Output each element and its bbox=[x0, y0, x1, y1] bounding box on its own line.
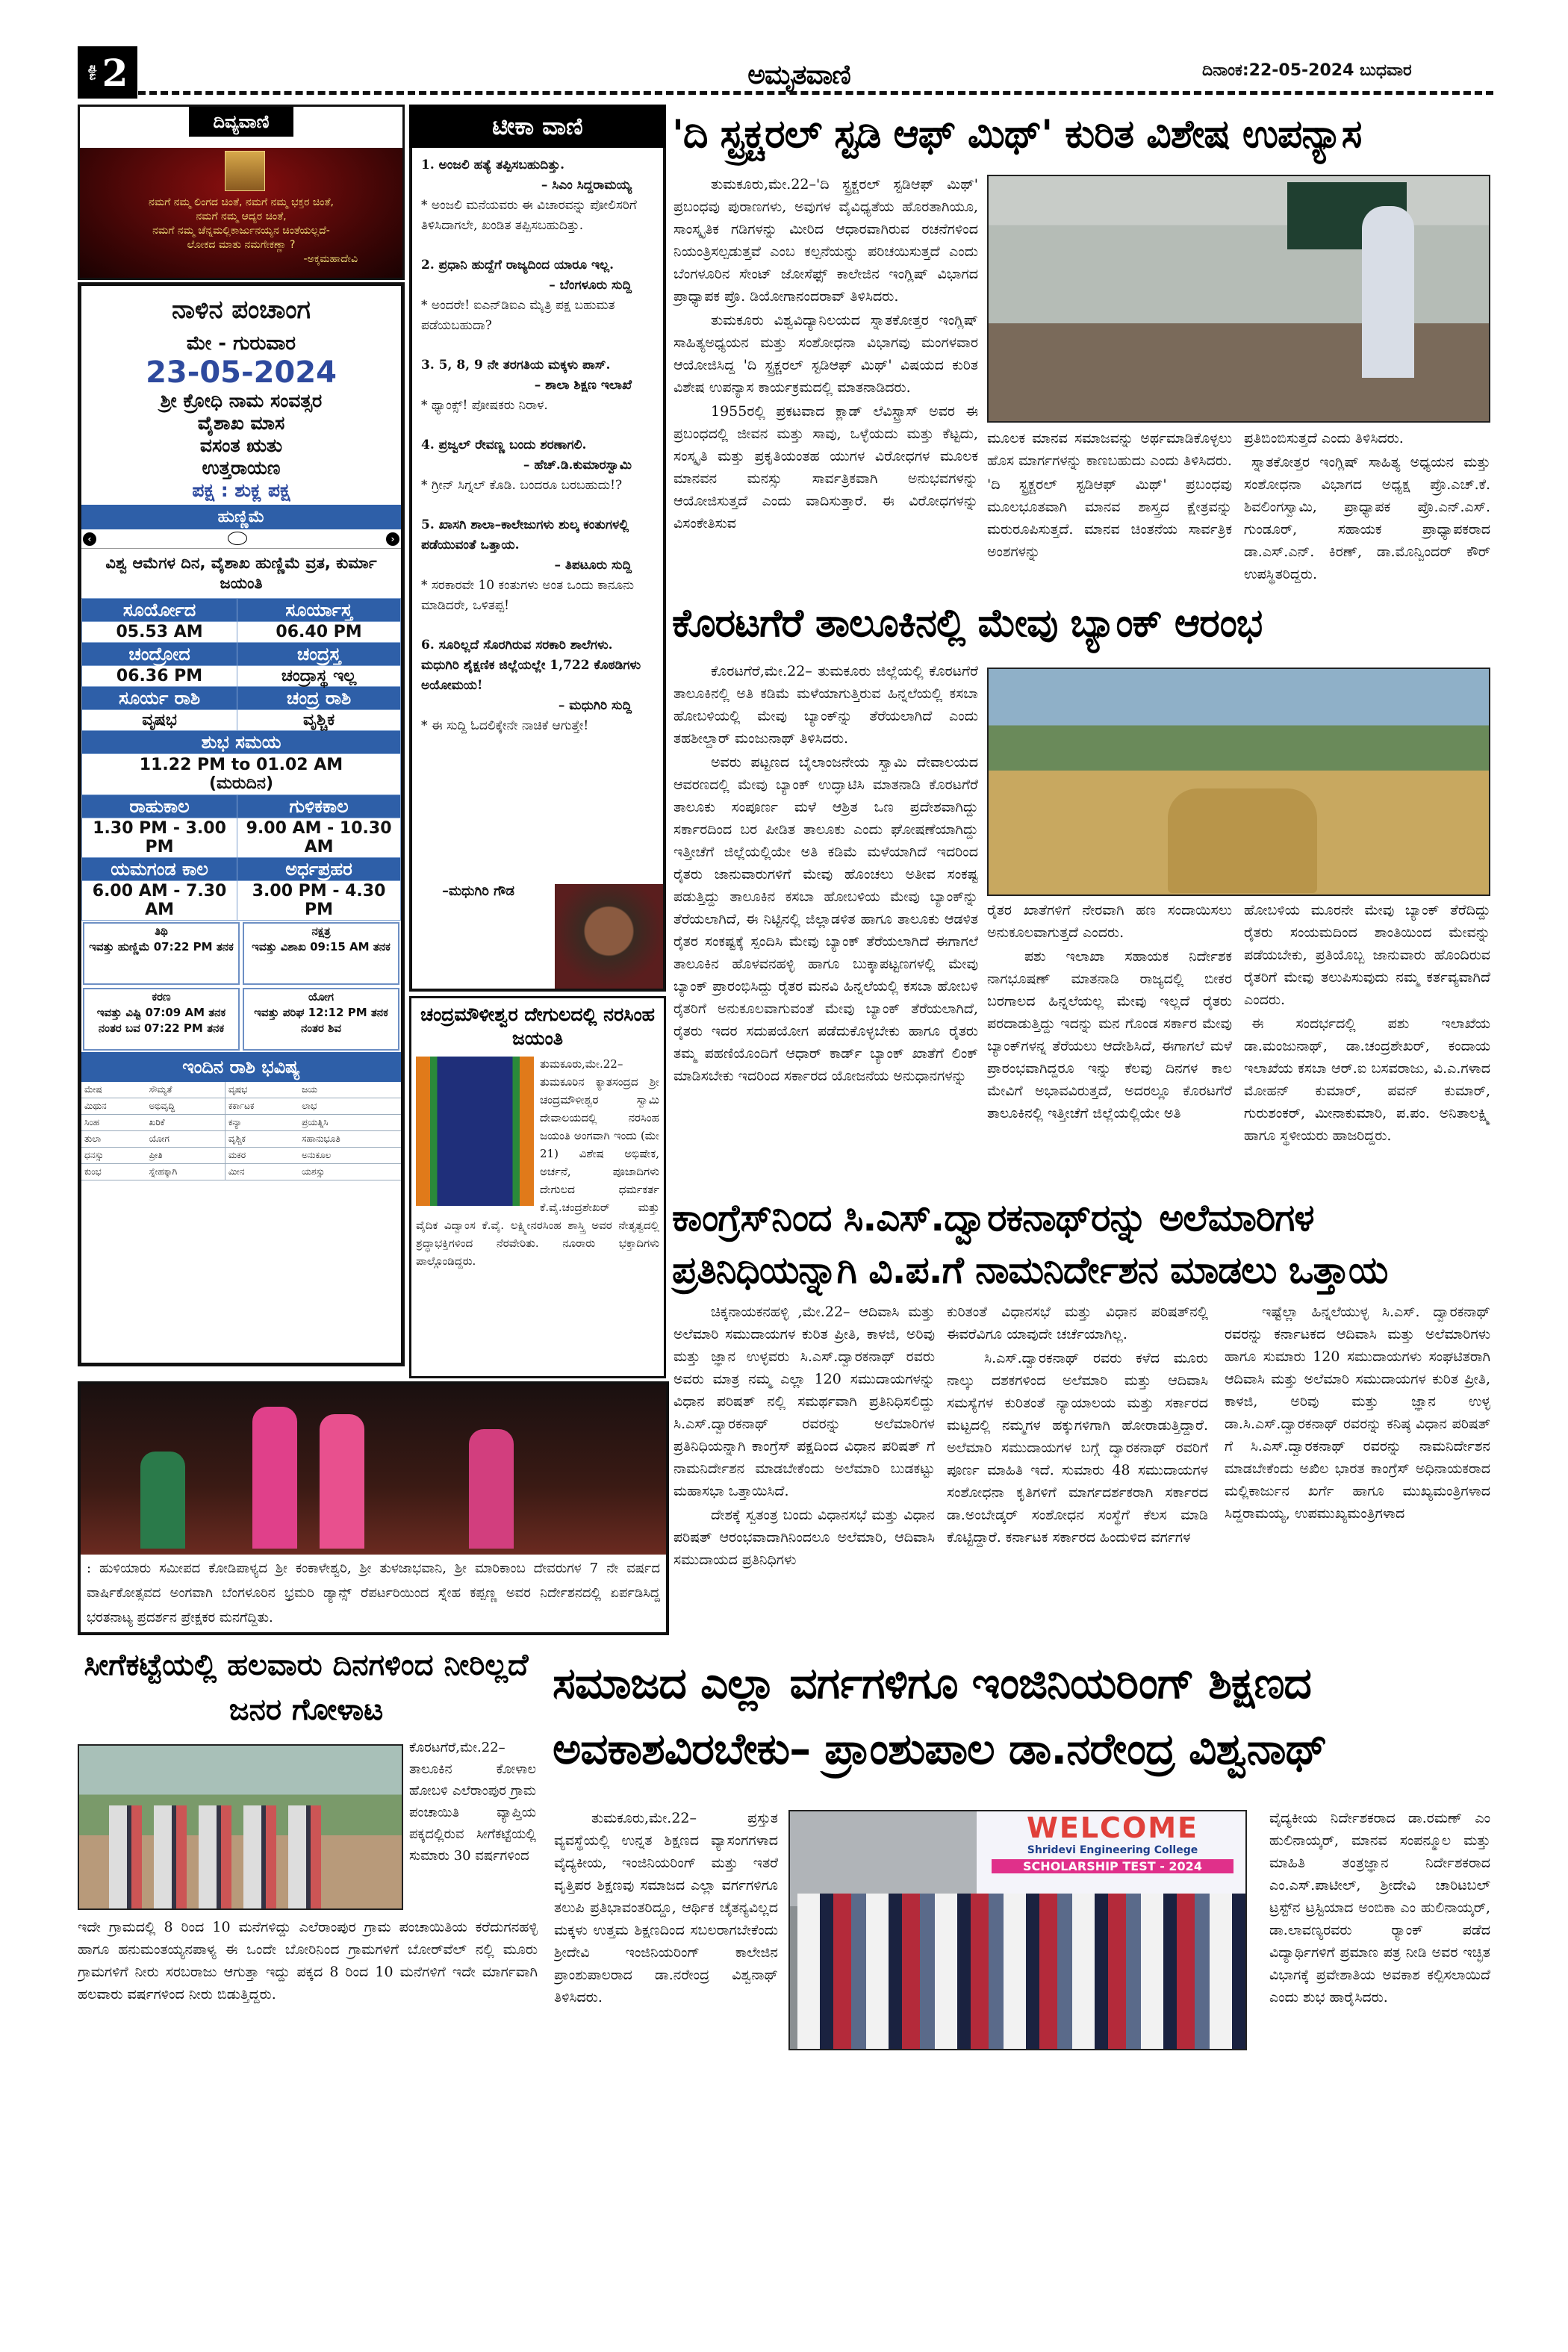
rashi-prediction: ಜಯ bbox=[299, 1082, 401, 1098]
tithi-cell bbox=[83, 922, 240, 985]
panchanga-box bbox=[78, 282, 405, 1366]
paragraph: ಅವರು ಪಟ್ಟಣದ ಬೈಲಾಂಜನೇಯ ಸ್ವಾಮಿ ದೇವಾಲಯದ ಆವರಣದಲ್ಲಿ ಮೇವು ಬ್ಯಾಂಕ್ ಉದ್ಘಾಟಿಸಿ ಮಾತನಾಡಿ ಕೊರಟಗೆರೆ ತಾಲೂಕು ಸಂಪೂರ್ಣ ಮಳೆ ಆಶ್ರಿತ ಒಣ ಪ್ರದೇಶವಾಗಿದ್ದು ಸರ್ಕಾರದಿಂದ ಬರ ಪೀಡಿತ ತಾಲೂಕು ಎಂದು ಘೋಷಣೆಯಾಗಿದ್ದು ಇತ್ತೀಚೆಗೆ ಜಿಲ್ಲೆಯಲ್ಲಿಯೇ ಅತಿ ಕಡಿಮೆ ಮಳೆಯಾಗಿದೆ ಇದರಿಂದ ರೈತರು ಜಾನುವಾರುಗಳಿಗೆ ಮೇವು ಹೊಂಚಲು ಅತೀವ ಸಂಕಷ್ಟ ಪಡುತ್ತಿದ್ದು ತಾಲೂಕಿನ ಕಸಬಾ ಹೋಬಳಿಯ ಮೇವು ಬ್ಯಾಂಕ್‌ನ್ನು ತೆರೆಯಲಾಗಿದೆ, ಈ ನಿಟ್ಟಿನಲ್ಲಿ ಜಿಲ್ಲಾಡಳಿತ ಹಾಗೂ ತಾಲೂಕು ಆಡಳಿತ ರೈತರ ಸಂಕಷ್ಟಕ್ಕೆ ಸ್ಪಂದಿಸಿ ಮೇವು ಬ್ಯಾಂಕ್ ತೆರೆಯಲಾಗಿದೆ ಈಗಾಗಲೆ ತಾಲೂಕಿನ ಹೊಳವನಹಳ್ಳಿ ಹಾಗೂ ಬುಕ್ಕಾಪಟ್ಟಣಗಳಲ್ಲಿ ಮೇವು ಬ್ಯಾಂಕ್ ಪ್ರಾರಂಭಿಸಿದ್ದು ರೈತರ ಮನವಿ ಹಿನ್ನಲೆಯಲ್ಲಿ ಕಸಬಾ ಹೋಬಳಿ ರೈತರಿಗೆ ಅನುಕೂಲವಾಗುವಂತೆ ಮೇವು ಬ್ಯಾಂಕ್ ತೆರೆಯಲಾಗಿದೆ, ರೈತರು ಇದರ ಸದುಪಯೋಗ ಪಡೆದುಕೊಳ್ಳಬೇಕು ಹಾಗೂ ರೈತರು ತಮ್ಮ ಪಹಣಿಯೊಂದಿಗೆ ಆಧಾರ್ ಕಾರ್ಡ್ ಬ್ಯಾಂಕ್ ಖಾತೆಗೆ ಲಿಂಕ್ ಮಾಡಿಸಬೇಕು ಇದರಿಂದ ಸರ್ಕಾರದ ಯೋಜನೆಯ ಅನುಧಾನಗಳನ್ನು bbox=[673, 754, 978, 1084]
issue-date: ದಿನಾಂಕ:22-05-2024 ಬುಧವಾರ bbox=[1202, 61, 1412, 80]
banner-welcome: WELCOME bbox=[1026, 1811, 1199, 1844]
paragraph: ಈ ಸಂದರ್ಭದಲ್ಲಿ ಪಶು ಇಲಾಖೆಯ ಡಾ.ಮಂಜುನಾಥ್, ಡಾ.ಚಂದ್ರಶೇಖರ್, ಕಂದಾಯ ಇಲಾಖೆಯ ಕಸಬಾ ಆರ್.ಐ ಬಸವರಾಜು, ವಿ.ಎ.ಗಳಾದ ಮೋಹನ್ ಕುಮಾರ್, ಪವನ್ ಕುಮಾರ್, ಗುರುಶಂಕರ್, ಮೀನಾಕುಮಾರಿ, ಪ.ಪಂ. ಅನಿತಾಲಕ್ಷ್ಮಿ ಹಾಗೂ ಸ್ಥಳೀಯರು ಹಾಜರಿದ್ದರು. bbox=[1244, 1015, 1490, 1144]
sunrise-time: 05.53 AM bbox=[82, 622, 237, 643]
lecture-photo bbox=[987, 175, 1490, 423]
yama-time: 6.00 AM - 7.30 AM bbox=[82, 881, 237, 921]
samvatsara: ಶ್ರೀ ಕ್ರೋಧಿ ನಾಮ ಸಂವತ್ಸರ bbox=[160, 390, 323, 411]
teeka-quote: 5. ಖಾಸಗಿ ಶಾಲಾ–ಕಾಲೇಜುಗಳು ಶುಲ್ಕ ಕಂತುಗಳಲ್ಲಿ ಪಡೆಯುವಂತೆ ಒತ್ತಾಯ. bbox=[421, 517, 629, 553]
rashi-prediction: ಯಶಸ್ಸು bbox=[299, 1164, 401, 1180]
hay-stack bbox=[1168, 788, 1317, 893]
teeka-author: –ಮಧುಗಿರಿ ಗೌಡ bbox=[442, 883, 514, 899]
paragraph: ತುಮಕೂರು,ಮೇ.22– ಪ್ರಸ್ತುತ ವ್ಯವಸ್ಥೆಯಲ್ಲಿ ಉನ್ನತ ಶಿಕ್ಷಣದ ವ್ಯಾಸಂಗಗಳಾದ ವೈದ್ಯಕೀಯ, ಇಂಜಿನಿಯರಿಂಗ್ ಮತ್ತು ಇತರೆ ವೃತ್ತಿಪರ ಶಿಕ್ಷಣವು ಸಮಾಜದ ಎಲ್ಲಾ ವರ್ಗಗಳಿಗೂ ತಲುಪಿ ಪ್ರತಿಭಾವಂತರಿದ್ದೂ, ಆರ್ಥಿಕ ಚೈತನ್ಯವಿಲ್ಲದ ಮಕ್ಕಳು ಉತ್ತಮ ಶಿಕ್ಷಣದಿಂದ ಸಬಲರಾಗಬೇಕೆಂದು ಶ್ರೀದೇವಿ ಇಂಜಿನಿಯರಿಂಗ್ ಕಾಲೇಜಿನ ಪ್ರಾಂಶುಪಾಲರಾದ ಡಾ.ನರೇಂದ್ರ ವಿಶ್ವನಾಥ್ ತಿಳಿಸಿದರು. bbox=[554, 1810, 778, 2006]
moon-phase-row bbox=[81, 529, 401, 549]
rashi-prediction: ಅಭಿವೃದ್ಧಿ bbox=[146, 1098, 225, 1115]
panchanga-day: ಮೇ - ಗುರುವಾರ bbox=[186, 332, 296, 355]
prev-arrow-icon[interactable]: ‹ bbox=[83, 532, 96, 546]
rashi-row bbox=[81, 1098, 401, 1115]
yoga-cell bbox=[243, 988, 399, 1051]
teeka-source: – ತಿಪಟೂರು ಸುದ್ದಿ bbox=[554, 558, 632, 573]
dance-photo bbox=[81, 1384, 666, 1555]
paragraph: ಕೊರಟಗೆರೆ,ಮೇ.22– ತುಮಕೂರು ಜಿಲ್ಲೆಯಲ್ಲಿ ಕೊರಟಗೆರೆ ತಾಲೂಕಿನಲ್ಲಿ ಅತಿ ಕಡಿಮೆ ಮಳೆಯಾಗುತ್ತಿರುವ ಹಿನ್ನಲೆಯಲ್ಲಿ ಕಸಬಾ ಹೋಬಳಿಯಲ್ಲಿ ಮೇವು ಬ್ಯಾಂಕ್‌ನ್ನು ತೆರೆಯಲಾಗಿದೆ ಎಂದು ತಹಶೀಲ್ದಾರ್ ಮಂಜುನಾಥ್ ತಿಳಿಸಿದರು. bbox=[673, 663, 978, 747]
fodder-bank-photo bbox=[987, 668, 1490, 896]
temple-article bbox=[409, 996, 666, 1378]
page-number-badge bbox=[78, 46, 137, 99]
dancer bbox=[252, 1407, 297, 1549]
panchanga-date: 23-05-2024 bbox=[146, 355, 337, 390]
teeka-item bbox=[421, 635, 654, 736]
teeka-vaani-box bbox=[409, 105, 666, 992]
dancer bbox=[320, 1414, 364, 1549]
temple-photo bbox=[416, 1057, 534, 1206]
karana-label: ಕರಣ bbox=[152, 990, 171, 1004]
paragraph: ಹೋಬಳಿಯ ಮೂರನೇ ಮೇವು ಬ್ಯಾಂಕ್ ತೆರೆದಿದ್ದು ರೈತರು ಸಂಯಮದಿಂದ ಶಾಂತಿಯಿಂದ ಮೇವನ್ನು ಪಡೆಯಬೇಕು, ಪ್ರತಿಯೊಬ್ಬ ಜಾನುವಾರು ಹೊಂದಿರುವ ರೈತರಿಗೆ ಮೇವು ತಲುಪಿಸುವುದು ನಮ್ಮ ಕರ್ತವ್ಯವಾಗಿದೆ ಎಂದರು. bbox=[1244, 902, 1490, 1008]
rashi-name: ವೃಷಭ bbox=[225, 1082, 299, 1098]
rashi-name: ಧನಸ್ಸು bbox=[81, 1148, 146, 1164]
rashi-name: ಕುಂಭ bbox=[81, 1164, 146, 1180]
gulika-label: ಗುಳಿಕಕಾಲ bbox=[237, 795, 401, 818]
newspaper-title: ಅಮೃತವಾಣಿ bbox=[747, 60, 850, 90]
dance-photo-box bbox=[78, 1381, 669, 1635]
teeka-list bbox=[412, 148, 663, 763]
divyavani-box bbox=[78, 105, 405, 280]
rutu: ವಸಂತ ಋತು bbox=[199, 435, 283, 456]
teeka-comment: * ಅಂಜಲಿ ಮನೆಯವರು ಈ ವಿಚಾರವನ್ನು ಪೋಲಿಸರಿಗೆ ತಿಳಿಸಿದಾಗಲೇ, ಖಂಡಿತ ತಪ್ಪಿಸಬಹುದಿತ್ತು. bbox=[421, 198, 637, 233]
paragraph: ವೈದ್ಯಕೀಯ ನಿರ್ದೇಶಕರಾದ ಡಾ.ರಮಣ್ ಎಂ ಹುಲಿನಾಯ್ಕರ್, ಮಾನವ ಸಂಪನ್ಮೂಲ ಮತ್ತು ಮಾಹಿತಿ ತಂತ್ರಜ್ಞಾನ ನಿರ್ದೇಶಕರಾದ ಎಂ.ಎಸ್.ಪಾಟೀಲ್, ಶ್ರೀದೇವಿ ಚಾರಿಟಬಲ್ ಟ್ರಸ್ಟ್‌ನ ಟ್ರಸ್ಟಿಯಾದ ಅಂಬಿಕಾ ಎಂ ಹುಲಿನಾಯ್ಕರ್, ಡಾ.ಲಾವಣ್ಯರವರು ರ್‍ಯಾಂಕ್ ಪಡೆದ ವಿದ್ಯಾರ್ಥಿಗಳಿಗೆ ಪ್ರಮಾಣ ಪತ್ರ ನೀಡಿ ಅವರ ಇಚ್ಛಿತ ವಿಭಾಗಕ್ಕೆ ಪ್ರವೇಶಾತಿಯ ಅವಕಾಶ ಕಲ್ಪಿಸಲಾಯಿದೆ ಎಂದು ಶುಭ ಹಾರೈಸಿದರು. bbox=[1269, 1810, 1490, 2006]
paragraph: 'ದಿ ಸ್ಟ್ರಕ್ಚರಲ್ ಸ್ಟಡಿಆಫ್ ಮಿಥ್' ಪ್ರಬಂಧವು ಮೂಲಭೂತವಾಗಿ ಮಾನವ ಶಾಸ್ತ್ರದ ಕ್ಷೇತ್ರವನ್ನು ಮರುರೂಪಿಸುತ್ತದೆ. ಮಾನವ ಚಿಂತನೆಯ ಸಾರ್ವತ್ರಿಕ ಅಂಶಗಳನ್ನು bbox=[987, 476, 1232, 560]
panchanga-title: ನಾಳಿನ ಪಂಚಾಂಗ bbox=[172, 295, 311, 325]
tithi-label: ತಿಥಿ bbox=[155, 924, 168, 938]
speaker bbox=[1362, 206, 1414, 378]
fodder-col-3 bbox=[1244, 899, 1490, 1187]
dance-caption: : ಹುಳಿಯಾರು ಸಮೀಪದ ಕೋಡಿಪಾಳ್ಯದ ಶ್ರೀ ಕಂಕಾಳೇಶ್ವರಿ, ಶ್ರೀ ತುಳಜಾಭವಾನಿ, ಶ್ರೀ ಮಾರಿಕಾಂಬ ದೇವರುಗಳ 7 ನೇ ವರ್ಷದ ವಾರ್ಷಿಕೋತ್ಸವದ ಅಂಗವಾಗಿ ಬೆಂಗಳೂರಿನ ಭ್ರಮರಿ ಡ್ಯಾನ್ಸ್ ರೆಪರ್ಟರಿಯಿಂದ ಸ್ನೇಹ ಕಪ್ಪಣ್ಣ ಅವರ ನಿರ್ದೇಶನದಲ್ಲಿ ಏರ್ಪಡಿಸಿದ್ದ ಭರತನಾಟ್ಯ ಪ್ರದರ್ಶನ ಪ್ರೇಕ್ಷಕರ ಮನಗೆದ್ದಿತು. bbox=[87, 1561, 660, 1625]
myth-col-3 bbox=[1244, 427, 1490, 587]
rashi-name: ವೃಶ್ಚಿಕ bbox=[225, 1131, 299, 1148]
festival-text: ವಿಶ್ವ ಆಮೆಗಳ ದಿನ, ವೈಶಾಖ ಹುಣ್ಣಿಮೆ ವ್ರತ, ಕುರ್ಮಾ ಜಯಂತಿ bbox=[105, 554, 377, 592]
rashi-prediction: ಯೋಗ bbox=[146, 1131, 225, 1148]
tithi-value: ಇವತ್ತು ಹುಣ್ಣಿಮೆ 07:22 PM ತನಕ bbox=[89, 940, 234, 953]
paragraph: ಪಶು ಇಲಾಖಾ ಸಹಾಯಕ ನಿರ್ದೇಶಕ ನಾಗಭೂಷಣ್ ಮಾತನಾಡಿ ರಾಜ್ಯದಲ್ಲಿ ಬೀಕರ ಬರಗಾಲದ ಹಿನ್ನಲೆಯಲ್ಲ ಮೇವು ಇಲ್ಲದೆ ರೈತರು ಪರದಾಡುತ್ತಿದ್ದು ಇದನ್ನು ಮನ ಗೊಂಡ ಸರ್ಕಾರ ಮೇವು ಬ್ಯಾಂಕ್‌ಗಳನ್ನ ತೆರೆಯಲು ಆದೇಶಿಸಿದೆ, ಈಗಾಗಲೆ ಮಳೆ ಪ್ರಾರಂಭವಾಗಿದ್ದರೂ ಇನ್ನು ಕೆಲವು ದಿನಗಳ ಕಾಲ ಮೇವಿಗೆ ಅಭಾವವಿರುತ್ತದೆ, ಅದರಲ್ಲೂ ಕೊರಟಗೆರೆ ತಾಲೂಕಿನಲ್ಲಿ ಇತ್ತೀಚೆಗೆ ಜಿಲ್ಲೆಯಲ್ಲಿಯೇ ಅತಿ bbox=[987, 948, 1232, 1121]
rahu-time: 1.30 PM - 3.00 PM bbox=[82, 818, 237, 858]
yoga-value: ಇವತ್ತು ಪರಿಘ 12:12 PM ತನಕ ನಂತರ ಶಿವ bbox=[254, 1006, 388, 1035]
rashi-title: ಇಂದಿನ ರಾಶಿ ಭವಿಷ್ಯ bbox=[81, 1052, 401, 1082]
paragraph: ಮೂಲಕ ಮಾನವ ಸಮಾಜವನ್ನು ಅರ್ಥಮಾಡಿಕೊಳ್ಳಲು ಹೊಸ ಮಾರ್ಗಗಳನ್ನು ಕಾಣಬಹುದು ಎಂದು ತಿಳಿಸಿದರು. bbox=[987, 430, 1232, 469]
myth-col-1 bbox=[673, 173, 978, 536]
paragraph: ಕುರಿತಂತೆ ವಿಧಾನಸಭೆ ಮತ್ತು ವಿಧಾನ ಪರಿಷತ್‌ನಲ್ಲಿ ಈವರೆವಿಗೂ ಯಾವುದೇ ಚರ್ಚೆಯಾಗಿಲ್ಲ. bbox=[947, 1304, 1208, 1343]
paragraph: ಇದೇ ಗ್ರಾಮದಲ್ಲಿ 8 ರಿಂದ 10 ಮನೆಗಳಿದ್ದು ಎಲೆರಾಂಪುರ ಗ್ರಾಮ ಪಂಚಾಯಿತಿಯ ಕರೆದುಗನಹಳ್ಳಿ ಹಾಗೂ ಹನುಮಂತಯ್ಯನಪಾಳ್ಯ ಈ ಒಂದೇ ಬೋರಿನಿಂದ ಗ್ರಾಮಗಳಿಗೆ ಬೋರ್‌ವೆಲ್ ನಲ್ಲಿ ಮೂರು ಗ್ರಾಮಗಳಿಗೆ ನೀರು ಸರಬರಾಜು ಆಗುತ್ತಾ ಇದ್ದು ಪಕ್ಕದ 8 ರಿಂದ 10 ಮನೆಗಳಿಗೆ ಇದೇ ಮಾರ್ಗವಾಗಿ ಹಲವಾರು ವರ್ಷಗಳಿಂದ ನೀರು ಬಿಡುತ್ತಿದ್ದರು. bbox=[78, 1919, 538, 2003]
teeka-comment: * ಈ ಸುದ್ದಿ ಓದಲಿಕ್ಕೇನೇ ನಾಚಿಕೆ ಆಗುತ್ತೇ! bbox=[421, 718, 589, 733]
page-label: ಪುಟ bbox=[87, 64, 99, 81]
saint-portrait bbox=[225, 151, 265, 191]
shubha-time: 11.22 PM to 01.02 AM (ಮರುದಿನ) bbox=[82, 754, 401, 795]
nakshatra-value: ಇವತ್ತು ವಿಶಾಖ 09:15 AM ತನಕ bbox=[252, 940, 391, 953]
rashi-name: ತುಲಾ bbox=[81, 1131, 146, 1148]
water-lead: ಕೊರಟಗೆರೆ,ಮೇ.22– ತಾಲೂಕಿನ ಕೋಳಾಲ ಹೋಬಳಿ ಎಲೆರಾಂಪುರ ಗ್ರಾಮ ಪಂಚಾಯಿತಿ ವ್ಯಾಪ್ತಿಯ ಪಕ್ಕದಲ್ಲಿರುವ ಸೀಗೆಕಟ್ಟೆಯಲ್ಲಿ ಸುಮಾರು 30 ವರ್ಷಗಳಿಂದ bbox=[409, 1740, 536, 1864]
rashi-row bbox=[81, 1164, 401, 1180]
congress-col-3 bbox=[1225, 1301, 1490, 1637]
rashi-name: ಮೀನ bbox=[225, 1164, 299, 1180]
group-of-people bbox=[797, 1894, 1245, 2050]
rashi-name: ಮೇಷ bbox=[81, 1082, 146, 1098]
gulika-time: 9.00 AM - 10.30 AM bbox=[237, 818, 401, 858]
rashi-name: ಕರ್ಕಾಟಕ bbox=[225, 1098, 299, 1115]
congress-col-2 bbox=[947, 1301, 1208, 1637]
teeka-title: ಟೀಕಾ ವಾಣಿ bbox=[409, 105, 666, 148]
scholarship-event-photo bbox=[788, 1810, 1247, 2050]
rashi-name: ಸಿಂಹ bbox=[81, 1115, 146, 1131]
rashi-name: ಮಿಥುನ bbox=[81, 1098, 146, 1115]
karana-cell bbox=[83, 988, 240, 1051]
paragraph: ಸಿ.ಎಸ್.ದ್ವಾರಕನಾಥ್ ರವರು ಕಳೆದ ಮೂರು ನಾಲ್ಕು ದಶಕಗಳಿಂದ ಅಲೆಮಾರಿ ಮತ್ತು ಆದಿವಾಸಿ ಸಮಸ್ಯೆಗಳ ಕುರಿತಂತೆ ನ್ಯಾಯಾಲಯ ಮತ್ತು ಸರ್ಕಾರದ ಮಟ್ಟದಲ್ಲಿ ನಮ್ಮಗಳ ಹಕ್ಕುಗಳಿಗಾಗಿ ಹೋರಾಡುತ್ತಿದ್ದಾರೆ. ಅಲೆಮಾರಿ ಸಮುದಾಯಗಳ ಬಗ್ಗೆ ದ್ವಾರಕನಾಥ್ ರವರಿಗೆ ಪೂರ್ಣ ಮಾಹಿತಿ ಇದೆ. ಸುಮಾರು 48 ಸಮುದಾಯಗಳ ಸಂಶೋಧನಾ ಕೃತಿಗಳಿಗೆ ಮಾರ್ಗದರ್ಶಕರಾಗಿ ಸರ್ಕಾರದ ಡಾ.ಅಂಬೇಡ್ಕರ್ ಸಂಶೋಧನ ಸಂಸ್ಥೆಗೆ ಕೆಲಸ ಮಾಡಿ ಕೊಟ್ಟಿದ್ದಾರೆ. ಕರ್ನಾಟಕ ಸರ್ಕಾರದ ಹಿಂದುಳಿದ ವರ್ಗಗಳ bbox=[947, 1350, 1208, 1546]
tithi-grid bbox=[81, 921, 401, 1052]
quote-line: ನಮಗೆ ನಮ್ಮ ಚೆನ್ನಮಲ್ಲಿಕಾರ್ಜುನಯ್ಯನ ಚಿಂತೆಯಲ್ಲದೆ- bbox=[152, 225, 330, 237]
paragraph: ಪ್ರತಿಬಿಂಬಿಸುತ್ತದೆ ಎಂದು ತಿಳಿಸಿದರು. bbox=[1244, 430, 1404, 447]
rashi-row bbox=[81, 1131, 401, 1148]
sunset-time: 06.40 PM bbox=[237, 622, 401, 643]
teeka-item bbox=[421, 355, 654, 416]
paragraph: ದೇಶಕ್ಕೆ ಸ್ವತಂತ್ರ ಬಂದು ವಿಧಾನಸಭೆ ಮತ್ತು ವಿಧಾನ ಪರಿಷತ್ ಆರಂಭವಾದಾಗಿನಿಂದಲೂ ಅಲೆಮಾರಿ, ಆದಿವಾಸಿ ಸಮುದಾಯದ ಪ್ರತಿನಿಧಿಗಳು bbox=[673, 1507, 935, 1568]
teeka-source: – ಮಧುಗಿರಿ ಸುದ್ದಿ bbox=[558, 698, 632, 713]
divyavani-quote-image bbox=[80, 148, 402, 278]
yama-label: ಯಮಗಂಡ ಕಾಲ bbox=[82, 858, 237, 881]
rashi-prediction: ಸ್ನೇಹಕ್ಕಾಗಿ bbox=[146, 1164, 225, 1180]
teeka-source: – ಬೆಂಗಳೂರು ಸುದ್ದಿ bbox=[549, 278, 632, 293]
paragraph: ಇಷ್ಟೆಲ್ಲಾ ಹಿನ್ನಲೆಯುಳ್ಳ ಸಿ.ಎಸ್. ದ್ವಾರಕನಾಥ್ ರವರನ್ನು ಕರ್ನಾಟಕದ ಆದಿವಾಸಿ ಮತ್ತು ಅಲೆಮಾರಿಗಳು ಹಾಗೂ ಸುಮಾರು 120 ಸಮುದಾಯಗಳು ಸಂಘಟಿತರಾಗಿ ಆದಿವಾಸಿ ಮತ್ತು ಅಲೆಮಾರಿ ಸಮುದಾಯಗಳ ಕುರಿತ ಪ್ರೀತಿ, ಕಾಳಜಿ, ಅರಿವು ಮತ್ತು ಜ್ಞಾನ ಉಳ್ಳ ಡಾ.ಸಿ.ಎಸ್.ದ್ವಾರಕನಾಥ್ ರವರನ್ನು ಕನಿಷ್ಠ ವಿಧಾನ ಪರಿಷತ್ ಗೆ ಸಿ.ಎಸ್.ದ್ವಾರಕನಾಥ್ ರವರನ್ನು ನಾಮನಿರ್ದೇಶನ ಮಾಡಬೇಕೆಂದು ಅಖಿಲ ಭಾರತ ಕಾಂಗ್ರೆಸ್ ಅಧಿನಾಯಕರಾದ ಮಲ್ಲಿಕಾರ್ಜುನ ಖರ್ಗೆ ಹಾಗೂ ಮುಖ್ಯಮಂತ್ರಿಗಳಾದ ಸಿದ್ದರಾಮಯ್ಯ, ಉಪಮುಖ್ಯಮಂತ್ರಿಗಳಾದ bbox=[1225, 1304, 1490, 1522]
rashi-prediction: ಸಹಾನುಭೂತಿ bbox=[299, 1131, 401, 1148]
teeka-comment: * ಥ್ಯಾಂಕ್ಸ್! ಪೋಷಕರು ನಿರಾಳ. bbox=[421, 398, 548, 413]
surya-rashi-label: ಸೂರ್ಯ ರಾಶಿ bbox=[82, 687, 237, 710]
quote-author: -ಅಕ್ಕಮಹಾದೇವಿ bbox=[303, 253, 358, 265]
moonrise-label: ಚಂದ್ರೋದ bbox=[82, 643, 237, 666]
paragraph: ತುಮಕೂರು ವಿಶ್ವವಿದ್ಯಾನಿಲಯದ ಸ್ನಾತಕೋತ್ತರ ಇಂಗ್ಲಿಷ್ ಸಾಹಿತ್ಯಅಧ್ಯಯನ ಮತ್ತು ಸಂಶೋಧನಾ ವಿಭಾಗವು ಮಂಗಳವಾರ ಆಯೋಜಿಸಿದ್ದ 'ದಿ ಸ್ಟ್ರಕ್ಚರಲ್ ಸ್ಟಡಿಆಫ್ ಮಿಥ್' ವಿಷಯದ ಕುರಿತ ವಿಶೇಷ ಉಪನ್ಯಾಸ ಕಾರ್ಯಕ್ರಮದಲ್ಲಿ ಮಾತನಾಡಿದರು. bbox=[673, 312, 978, 396]
moonset-label: ಚಂದ್ರಸ್ತ bbox=[237, 643, 401, 666]
page-number: 2 bbox=[102, 50, 128, 95]
paragraph: ಸ್ನಾತಕೋತ್ತರ ಇಂಗ್ಲಿಷ್ ಸಾಹಿತ್ಯ ಅಧ್ಯಯನ ಮತ್ತು ಸಂಶೋಧನಾ ವಿಭಾಗದ ಅಧ್ಯಕ್ಷ ಪ್ರೊ.ಎಚ್.ಕೆ. ಶಿವಲಿಂಗಸ್ವಾಮಿ, ಪ್ರಾಧ್ಯಾಪಕ ಪ್ರೊ.ಎನ್.ಎಸ್. ಗುಂಡೂರ್, ಸಹಾಯಕ ಪ್ರಾಧ್ಯಾಪಕರಾದ ಡಾ.ಎಸ್.ಎನ್. ಕಿರಣ್, ಡಾ.ಮೊನ್ವಿಂದರ್ ಕೌರ್ ಉಪಸ್ಥಿತರಿದ್ದರು. bbox=[1244, 454, 1490, 582]
sunset-label: ಸೂರ್ಯಾಸ್ತ bbox=[237, 599, 401, 622]
temple-body: ತುಮಕೂರು,ಮೇ.22– ತುಮಕೂರಿನ ಕ್ಯಾತಸಂದ್ರದ ಶ್ರೀ ಚಂದ್ರಮೌಳೀಶ್ವರ ಸ್ವಾಮಿ ದೇವಾಲಯದಲ್ಲಿ ನರಸಿಂಹ ಜಯಂತಿ ಅಂಗವಾಗಿ ಇಂದು (ಮೇ 21) ವಿಶೇಷ ಅಭಿಷೇಕ, ಅರ್ಚನೆ, ಪೂಜಾದಿಗಳು ದೇಗುಲದ ಧರ್ಮಕರ್ತ ಕೆ.ವೈ.ಚಂದ್ರಶೇಖರ್ ಮತ್ತು ವೈದಿಕ ವಿದ್ವಾಂಸ ಕೆ.ವೈ. ಲಕ್ಷ್ಮೀನರಸಿಂಹ ಶಾಸ್ತ್ರಿ ಅವರ ನೇತೃತ್ವದಲ್ಲಿ ಶ್ರದ್ಧಾಭಕ್ತಿಗಳಿಂದ ನೆರವೇರಿತು. ನೂರಾರು ಭಕ್ತಾದಿಗಳು ಪಾಲ್ಗೊಂಡಿದ್ದರು. bbox=[416, 1057, 659, 1268]
temple-headline: ಚಂದ್ರಮೌಳೀಶ್ವರ ದೇಗುಲದಲ್ಲಿ ನರಸಿಂಹ ಜಯಂತಿ bbox=[420, 1004, 655, 1049]
teeka-item bbox=[421, 155, 654, 236]
banner-college: Shridevi Engineering College bbox=[1027, 1844, 1198, 1856]
rashi-row bbox=[81, 1115, 401, 1131]
ayana: ಉತ್ತರಾಯಣ bbox=[202, 457, 281, 479]
quote-line: ನಮಗೆ ನಮ್ಮ ಲಿಂಗದ ಚಿಂತೆ, ನಮಗೆ ನಮ್ಮ ಭಕ್ತರ ಚಿಂತೆ, bbox=[149, 196, 334, 208]
chandra-rashi-label: ಚಂದ್ರ ರಾಶಿ bbox=[237, 687, 401, 710]
fodder-headline: ಕೊರಟಗೆರೆ ತಾಲೂಕಿನಲ್ಲಿ ಮೇವು ಬ್ಯಾಂಕ್ ಆರಂಭ bbox=[672, 601, 1263, 646]
paragraph: ಚಿಕ್ಕನಾಯಕನಹಳ್ಳಿ ,ಮೇ.22– ಆದಿವಾಸಿ ಮತ್ತು ಅಲೆಮಾರಿ ಸಮುದಾಯಗಳ ಕುರಿತ ಪ್ರೀತಿ, ಕಾಳಜಿ, ಅರಿವು ಮತ್ತು ಜ್ಞಾನ ಉಳ್ಳವರು ಸಿ.ಎಸ್.ದ್ವಾರಕನಾಥ್ ರವರು ಅವರು ಮಾತ್ರ ನಮ್ಮ ಎಲ್ಲಾ 120 ಸಮುದಾಯಗಳನ್ನು ವಿಧಾನ ಪರಿಷತ್ ನಲ್ಲಿ ಸಮರ್ಥವಾಗಿ ಪ್ರತಿನಿಧಿಸಲಿದ್ದು ಸಿ.ಎಸ್.ದ್ವಾರಕನಾಥ್ ರವರನ್ನು ಅಲೆಮಾರಿಗಳ ಪ್ರತಿನಿಧಿಯನ್ನಾಗಿ ಕಾಂಗ್ರೆಸ್ ಪಕ್ಷದಿಂದ ವಿಧಾನ ಪರಿಷತ್ ಗೆ ನಾಮನಿರ್ದೇಶನ ಮಾಡಬೇಕೆಂದು ಅಲೆಮಾರಿ ಬುಡಕಟ್ಟು ಮಹಾಸಭಾ ಒತ್ತಾಯಿಸಿದೆ. bbox=[673, 1304, 935, 1499]
rashi-prediction: ಸೌಮ್ಯತೆ bbox=[146, 1082, 225, 1098]
village-photo bbox=[78, 1744, 403, 1910]
banner-test: SCHOLARSHIP TEST - 2024 bbox=[992, 1859, 1233, 1873]
rashi-prediction: ಅನುಕೂಲ bbox=[299, 1148, 401, 1164]
surya-rashi: ವೃಷಭ bbox=[82, 710, 237, 731]
rashi-table bbox=[81, 1082, 401, 1180]
moonrise-time: 06.36 PM bbox=[82, 666, 237, 687]
event-banner bbox=[977, 1811, 1247, 1901]
next-arrow-icon[interactable]: › bbox=[386, 532, 399, 546]
author-photo bbox=[555, 884, 663, 989]
teeka-quote: 2. ಪ್ರಧಾನಿ ಹುದ್ದೆಗೆ ರಾಜ್ಯದಿಂದ ಯಾರೂ ಇಲ್ಲ. bbox=[421, 258, 615, 273]
teeka-item bbox=[421, 435, 654, 496]
rashi-row bbox=[81, 1082, 401, 1098]
ardha-time: 3.00 PM - 4.30 PM bbox=[237, 881, 401, 921]
quote-line: ನಮಗೆ ನಮ್ಮ ಆದ್ಯರ ಚಿಂತೆ, bbox=[196, 211, 287, 223]
rashi-prediction: ಪ್ರೀತಿ bbox=[146, 1148, 225, 1164]
teeka-comment: * ಸರಕಾರವೇ 10 ಕಂತುಗಳು ಅಂತ ಒಂದು ಕಾನೂನು ಮಾಡಿದರೇ, ಒಳಿತಪ್ಪ! bbox=[421, 578, 635, 613]
yoga-label: ಯೋಗ bbox=[308, 990, 335, 1004]
quote-line: ಲೋಕದ ಮಾತು ನಮಗೇಕಣ್ಣಾ ? bbox=[187, 239, 296, 251]
nakshatra-cell bbox=[243, 922, 399, 985]
rashi-prediction: ಲಾಭ bbox=[299, 1098, 401, 1115]
teeka-quote: 3. 5, 8, 9 ನೇ ತರಗತಿಯ ಮಕ್ಕಳು ಪಾಸ್. bbox=[421, 358, 611, 373]
engg-col-1 bbox=[554, 1807, 778, 2300]
paragraph: ತುಮಕೂರು,ಮೇ.22–'ದಿ ಸ್ಟ್ರಕ್ಚರಲ್ ಸ್ಟಡಿಆಫ್ ಮಿಥ್' ಪ್ರಬಂಧವು ಪುರಾಣಗಳು, ಅವುಗಳ ವೈವಿಧ್ಯತೆಯ ಹೊರತಾಗಿಯೂ, ಸಾಂಸ್ಕೃತಿಕ ಗಡಿಗಳನ್ನು ಮೀರಿದ ಆಧಾರವಾಗಿರುವ ರಚನೆಗಳಿಂದ ನಿಯಂತ್ರಿಸಲ್ಪಡುತ್ತವೆ ಎಂಬ ಕಲ್ಪನೆಯನ್ನು ಪರಿಚಯಿಸುತ್ತದೆ ಎಂದು ಬೆಂಗಳೂರಿನ ಸೇಂಟ್ ಜೋಸೆಫ್ಸ್ ಕಾಲೇಜಿನ ಇಂಗ್ಲಿಷ್ ವಿಭಾಗದ ಪ್ರಾಧ್ಯಾಪಕ ಪ್ರೊ. ಡಿಯೋಗಾನಂದರಾವ್ ತಿಳಿಸಿದರು. bbox=[673, 176, 978, 305]
myth-headline: 'ದಿ ಸ್ಟ್ರಕ್ಚರಲ್ ಸ್ಟಡಿ ಆಫ್ ಮಿಥ್' ಕುರಿತ ವಿಶೇಷ ಉಪನ್ಯಾಸ bbox=[672, 112, 1362, 157]
dancer bbox=[140, 1452, 185, 1549]
nakshatra-label: ನಕ್ಷತ್ರ bbox=[311, 924, 331, 938]
congress-col-1 bbox=[673, 1301, 935, 1637]
teeka-comment: * ಗ್ರೀನ್ ಸಿಗ್ನಲ್ ಕೊಡಿ. ಬಂದರೂ ಬರಬಹುದು!? bbox=[421, 478, 623, 493]
teeka-item bbox=[421, 255, 654, 336]
teeka-source: – ಶಾಲಾ ಶಿಕ್ಷಣ ಇಲಾಖೆ bbox=[534, 378, 632, 393]
water-headline: ಸೀಗೆಕಟ್ಟೆಯಲ್ಲಿ ಹಲವಾರು ದಿನಗಳಿಂದ ನೀರಿಲ್ಲದೆ ಜನರ ಗೋಳಾಟ bbox=[84, 1648, 529, 1727]
water-body bbox=[78, 1916, 538, 2304]
rashi-name: ಮಕರ bbox=[225, 1148, 299, 1164]
tithi-banner: ಹುಣ್ಣಿಮೆ bbox=[81, 505, 401, 529]
chandra-rashi: ವೃಶ್ಚಿಕ bbox=[237, 710, 401, 731]
divyavani-title: ದಿವ್ಯವಾಣಿ bbox=[189, 107, 293, 137]
villagers bbox=[109, 1805, 333, 1910]
teeka-quote: 1. ಅಂಜಲಿ ಹತ್ಯೆ ತಪ್ಪಿಸಬಹುದಿತ್ತು. bbox=[421, 158, 565, 172]
congress-headline: ಕಾಂಗ್ರೆಸ್‌ನಿಂದ ಸಿ.ಎಸ್.ದ್ವಾರಕನಾಥ್‌ರನ್ನು ಅಲೆಮಾರಿಗಳ ಪ್ರತಿನಿಧಿಯನ್ನಾಗಿ ವಿ.ಪ.ಗೆ ನಾಮನಿರ್ದೇಶನ ಮಾಡಲು ಒತ್ತಾಯ bbox=[672, 1196, 1388, 1292]
header-divider bbox=[138, 91, 1493, 95]
myth-col-2 bbox=[987, 427, 1232, 564]
fodder-col-2 bbox=[987, 899, 1232, 1187]
rashi-name: ಕನ್ಯಾ bbox=[225, 1115, 299, 1131]
ardha-label: ಅರ್ಧಪ್ರಹರ bbox=[237, 858, 401, 881]
rashi-prediction: ಪ್ರಯತ್ನಿಸಿ bbox=[299, 1115, 401, 1131]
shubha-label: ಶುಭ ಸಮಯ bbox=[82, 731, 401, 754]
paksha: ಪಕ್ಷ : ಶುಕ್ಲ ಪಕ್ಷ bbox=[192, 479, 290, 501]
teeka-item bbox=[421, 515, 654, 616]
teeka-quote: 4. ಪ್ರಜ್ವಲ್ ರೇವಣ್ಣ ಬಂದು ಶರಣಾಗಲಿ. bbox=[421, 438, 587, 452]
moonset-time: ಚಂದ್ರಾಸ್ಥ ಇಲ್ಲ bbox=[237, 666, 401, 687]
engg-headline: ಸಮಾಜದ ಎಲ್ಲಾ ವರ್ಗಗಳಿಗೂ ಇಂಜಿನಿಯರಿಂಗ್ ಶಿಕ್ಷಣದ ಅವಕಾಶವಿರಬೇಕು– ಪ್ರಾಂಶುಪಾಲ ಡಾ.ನರೇಂದ್ರ ವಿಶ್ವನಾಥ್ bbox=[553, 1658, 1327, 1774]
karana-value: ಇವತ್ತು ವಿಷ್ಟಿ 07:09 AM ತನಕ ನಂತರ ಬವ 07:22 PM ತನಕ bbox=[96, 1006, 226, 1035]
teeka-comment: * ಅಂದರೇ! ಐಎನ್‌ಡಿಐಎ ಮೈತ್ರಿ ಪಕ್ಷ ಬಹುಮತ ಪಡೆಯಬಹುದಾ? bbox=[421, 298, 615, 333]
rashi-prediction: ಖರಿಕೆ bbox=[146, 1115, 225, 1131]
teeka-source: – ಸಿಎಂ ಸಿದ್ದರಾಮಯ್ಯ bbox=[541, 178, 632, 193]
rashi-row bbox=[81, 1148, 401, 1164]
teeka-quote: 6. ಸೂರಿಲ್ಲದೆ ಸೊರಗಿರುವ ಸರಕಾರಿ ಶಾಲೆಗಳು. ಮಧುಗಿರಿ ಶೈಕ್ಷಣಿಕ ಜಿಲ್ಲೆಯಲ್ಲೇ 1,722 ಕೊಠಡಿಗಳು ಅಯೋಮಯ! bbox=[421, 638, 641, 693]
rahu-label: ರಾಹುಕಾಲ bbox=[82, 795, 237, 818]
masa: ವೈಶಾಖ ಮಾಸ bbox=[197, 412, 285, 434]
full-moon-icon bbox=[228, 532, 247, 545]
sunrise-label: ಸೂರ್ಯೋದ bbox=[82, 599, 237, 622]
paragraph: 1955ರಲ್ಲಿ ಪ್ರಕಟವಾದ ಕ್ಲಾಡ್ ಲೆವಿಸ್ಟ್ರಾಸ್ ಅವರ ಈ ಪ್ರಬಂಧದಲ್ಲಿ ಜೀವನ ಮತ್ತು ಸಾವು, ಒಳ್ಳೆಯದು ಮತ್ತು ಕೆಟ್ಟದು, ಸಂಸ್ಕೃತಿ ಮತ್ತು ಪ್ರಕೃತಿಯಂತಹ ಯುಗಳ ವಿರೋಧಗಳ ಮೂಲಕ ಮಾನವನ ಮನಸ್ಸು ಸಾರ್ವತ್ರಿಕವಾಗಿ ಅನುಭವಗಳನ್ನು ಆಯೋಜಿಸುತ್ತದೆ ಎಂದು ವಾದಿಸುತ್ತಾರೆ. ಈ ವಿರೋಧಗಳನ್ನು ವಿಸಂಕೇತಿಸುವ bbox=[673, 403, 978, 532]
dancer bbox=[469, 1429, 514, 1549]
paragraph: ರೈತರ ಖಾತೆಗಳಿಗೆ ನೇರವಾಗಿ ಹಣ ಸಂದಾಯಿಸಲು ಅನುಕೂಲವಾಗುತ್ತದೆ ಎಂದರು. bbox=[987, 902, 1232, 941]
panchanga-table bbox=[81, 598, 401, 921]
teeka-source: – ಹೆಚ್.ಡಿ.ಕುಮಾರಸ್ವಾಮಿ bbox=[523, 458, 632, 473]
engg-col-2 bbox=[1269, 1807, 1490, 2300]
